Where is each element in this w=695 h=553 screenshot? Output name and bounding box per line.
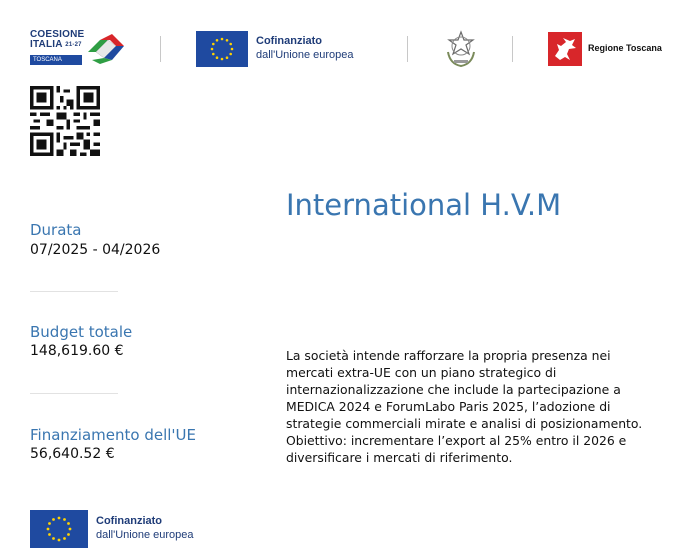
coesione-line1: COESIONE [30, 29, 85, 40]
eu-line1: Cofinanziato [96, 515, 162, 527]
coesione-italia-logo [30, 30, 126, 66]
duration-value: 07/2025 - 04/2026 [30, 242, 161, 258]
regione-toscana-label: Regione Toscana [588, 43, 662, 53]
project-title: International H.V.M [286, 188, 562, 222]
eu-funding-label: Finanziamento dell'UE [30, 426, 196, 444]
eu-cofinanced-logo-footer [30, 510, 230, 548]
header-divider [407, 36, 408, 62]
italian-republic-emblem-icon [444, 30, 478, 68]
section-divider [30, 291, 118, 292]
project-description: La società intende rafforzare la propria presenza nei mercati extra-UE con un piano strategico di internazionalizzazione che include la partecipazione a MEDICA 2024 e ForumLabo Paris 2025, l’adozione di strategie commerciali mirate e analisi di posizionamento. Obiettivo: incrementare l’export al 25% entro il 2026 e diversificare i mercati di riferimento. [286, 348, 643, 465]
eu-line1: Cofinanziato [256, 35, 322, 47]
eu-cofinanced-logo-header [196, 31, 386, 67]
budget-value: 148,619.60 € [30, 343, 124, 359]
coesione-region-badge: TOSCANA [30, 55, 82, 65]
eu-flag-icon [30, 510, 88, 548]
budget-label: Budget totale [30, 323, 133, 341]
eu-cofinanced-text [256, 34, 354, 62]
eu-cofinanced-text [96, 514, 194, 542]
coesione-line2: ITALIA [30, 39, 63, 50]
pegasus-icon [548, 32, 582, 66]
qr-code-icon [30, 86, 100, 156]
eu-funding-value: 56,640.52 € [30, 446, 115, 462]
coesione-logo-text [30, 30, 84, 50]
coesione-years: 21-27 [65, 42, 82, 48]
eu-line2: dall'Unione europea [256, 49, 354, 61]
eu-line2: dall'Unione europea [96, 529, 194, 541]
coesione-arrows-icon [86, 32, 126, 66]
regione-toscana-logo [548, 32, 678, 66]
header-divider [512, 36, 513, 62]
duration-label: Durata [30, 221, 82, 239]
section-divider [30, 393, 118, 394]
eu-flag-icon [196, 31, 248, 67]
header-divider [160, 36, 161, 62]
